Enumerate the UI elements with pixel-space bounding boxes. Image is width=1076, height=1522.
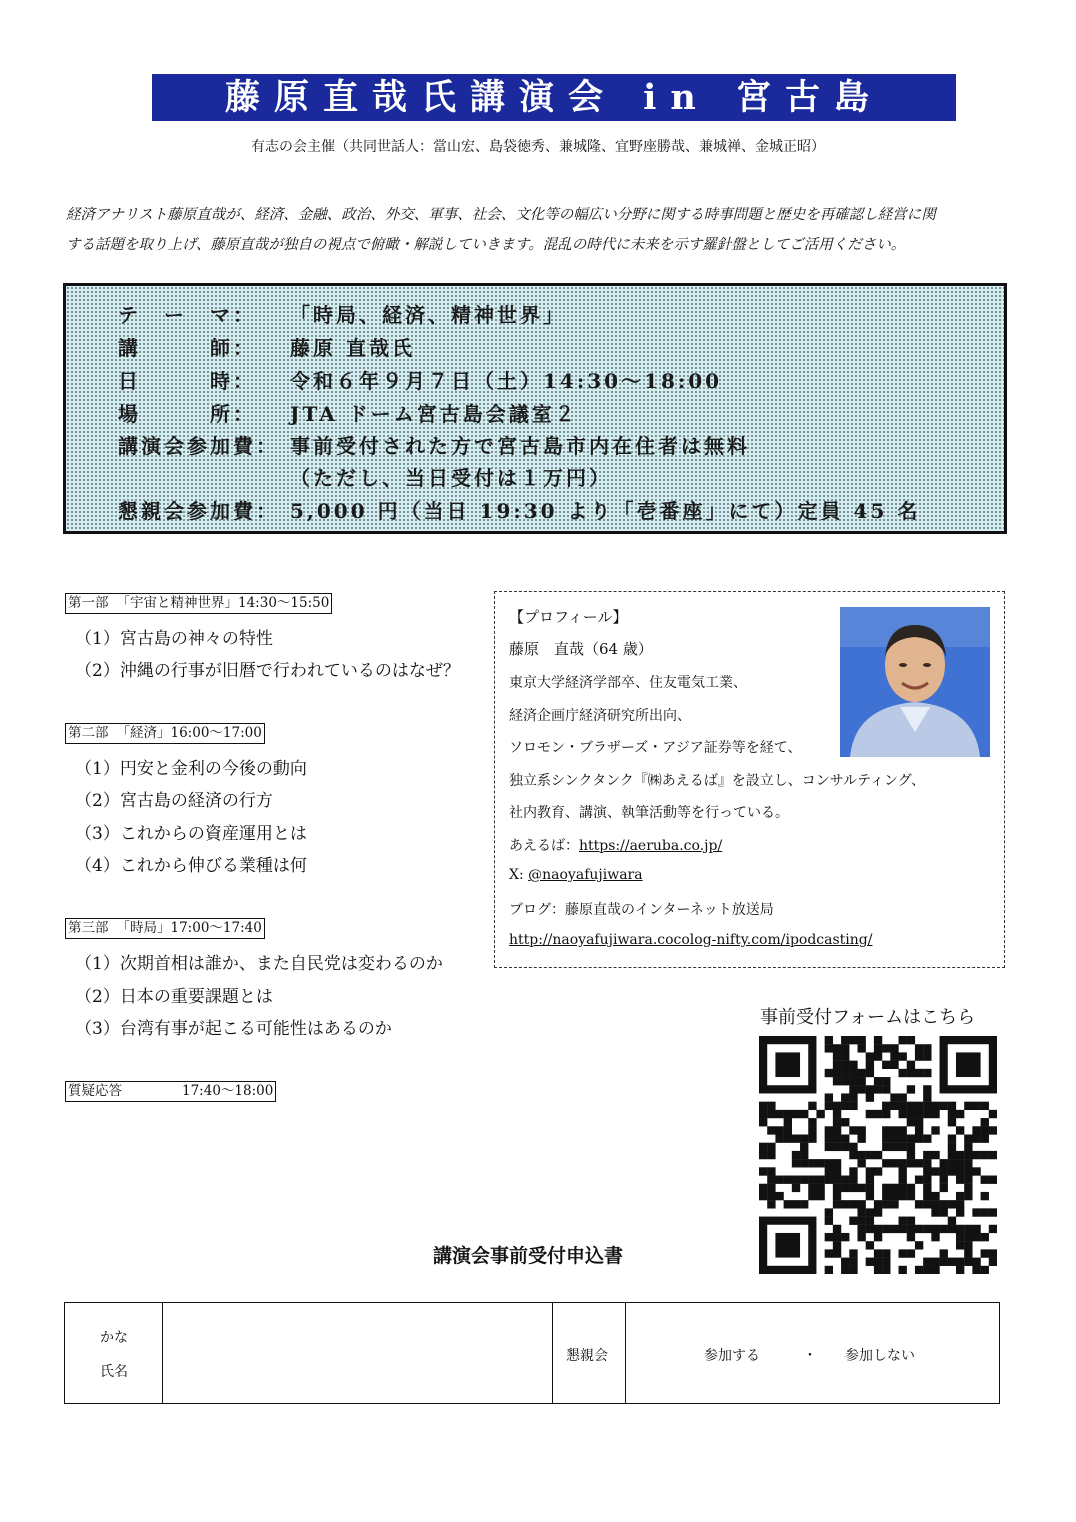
profile-site: あえるば：https://aeruba.co.jp/ — [509, 838, 723, 854]
info-value: 5,000 円（当日 19:30 より「壱番座」にて）定員 45 名 — [290, 499, 921, 523]
speaker-photo — [840, 607, 990, 757]
part2-heading: 第二部 「経済」16:00～17:00 — [65, 723, 265, 744]
attend-option[interactable]: 参加する — [704, 1348, 760, 1364]
kana-label: かな — [100, 1330, 128, 1346]
profile-line: 社内教育、講演、執筆活動等を行っている。 — [509, 805, 789, 821]
profile-line: 経済企画庁経済研究所出向、 — [509, 708, 691, 724]
info-lecturer — [118, 332, 415, 361]
profile-blog-url — [509, 932, 872, 948]
info-theme — [118, 299, 566, 328]
info-label: 懇親会参加費： — [118, 499, 279, 523]
info-label: 講演会参加費： — [118, 434, 279, 458]
info-value: 事前受付された方で宮古島市内在住者は無料 — [290, 434, 750, 458]
cell-divider — [552, 1303, 553, 1403]
info-label: テ ー マ： — [118, 303, 256, 327]
part1-heading: 第一部 「宇宙と精神世界」14:30～15:50 — [65, 593, 332, 614]
info-fee-note: （ただし、当日受付は１万円） — [290, 466, 612, 490]
info-value: JTA ドーム宮古島会議室２ — [290, 402, 578, 426]
list-item: （2）宮古島の経済の行方 — [75, 791, 273, 811]
list-item: （4）これから伸びる業種は何 — [75, 856, 307, 876]
info-label: 講 師： — [118, 336, 256, 360]
list-item: （2）日本の重要課題とは — [75, 987, 273, 1007]
list-item: （1）次期首相は誰か、また自民党は変わるのか — [75, 954, 443, 974]
list-item: （3）これからの資産運用とは — [75, 824, 307, 844]
site-link[interactable]: https://aeruba.co.jp/ — [579, 838, 723, 854]
info-party — [118, 495, 920, 524]
profile-line: 東京大学経済学部卒、住友電気工業、 — [509, 675, 747, 691]
x-link[interactable]: @naoyafujiwara — [528, 867, 643, 883]
page-title: 藤原直哉氏講演会 in 宮古島 — [152, 74, 956, 121]
info-label: 日 時： — [118, 369, 256, 393]
info-value: 藤原 直哉氏 — [290, 336, 415, 360]
profile-name: 藤原 直哉（64 歳） — [509, 640, 653, 658]
part3-heading: 第三部 「時局」17:00～17:40 — [65, 918, 265, 939]
qr-caption: 事前受付フォームはこちら — [760, 1007, 976, 1028]
portrait-icon — [840, 607, 990, 757]
profile-heading: 【プロフィール】 — [509, 608, 628, 626]
qa-heading: 質疑応答 17:40～18:00 — [65, 1081, 276, 1102]
info-fee — [118, 430, 750, 459]
qr-code-icon[interactable] — [759, 1036, 997, 1274]
option-separator: ・ — [803, 1348, 817, 1364]
info-datetime — [118, 365, 722, 394]
profile-blog: ブログ：藤原直哉のインターネット放送局 — [509, 902, 774, 918]
info-label: 場 所： — [118, 402, 256, 426]
info-value: 令和６年９月７日（土）14:30～18:00 — [290, 369, 723, 393]
blog-link[interactable]: http://naoyafujiwara.cocolog-nifty.com/ipodcasting/ — [509, 932, 873, 948]
info-venue — [118, 398, 578, 427]
organizer-line: 有志の会主催（共同世話人：當山宏、島袋徳秀、兼城隆、宜野座勝哉、兼城禅、金城正昭） — [251, 139, 825, 155]
profile-line: ソロモン・ブラザーズ・アジア証券等を経て、 — [509, 740, 802, 756]
name-field[interactable] — [175, 1311, 540, 1397]
intro-line: 経済アナリスト藤原直哉が、経済、金融、政治、外交、軍事、社会、文化等の幅広い分野に関する時事問題と歴史を再確認し経営に関 — [66, 207, 936, 223]
party-label: 懇親会 — [566, 1348, 608, 1364]
profile-x: X: @naoyafujiwara — [509, 867, 643, 883]
not-attend-option[interactable]: 参加しない — [845, 1348, 915, 1364]
registration-form — [64, 1302, 1000, 1404]
intro-text — [66, 200, 1016, 260]
list-item: （3）台湾有事が起こる可能性はあるのか — [75, 1019, 392, 1039]
cell-divider — [162, 1303, 163, 1403]
form-title: 講演会事前受付申込書 — [433, 1245, 624, 1267]
name-label: 氏名 — [100, 1364, 128, 1380]
profile-box — [494, 591, 1005, 968]
info-value: 「時局、経済、精神世界」 — [290, 303, 566, 327]
event-info-box — [63, 283, 1007, 534]
intro-line: する話題を取り上げ、藤原直哉が独自の視点で俯瞰・解説していきます。混乱の時代に未来を示す羅針盤としてご活用ください。 — [66, 237, 906, 253]
list-item: （1）宮古島の神々の特性 — [75, 629, 273, 649]
list-item: （1）円安と金利の今後の動向 — [75, 759, 307, 779]
cell-divider — [625, 1303, 626, 1403]
profile-line: 独立系シンクタンク『㈱あえるば』を設立し、コンサルティング、 — [509, 773, 926, 789]
list-item: （2）沖縄の行事が旧暦で行われているのはなぜ？ — [75, 661, 460, 681]
